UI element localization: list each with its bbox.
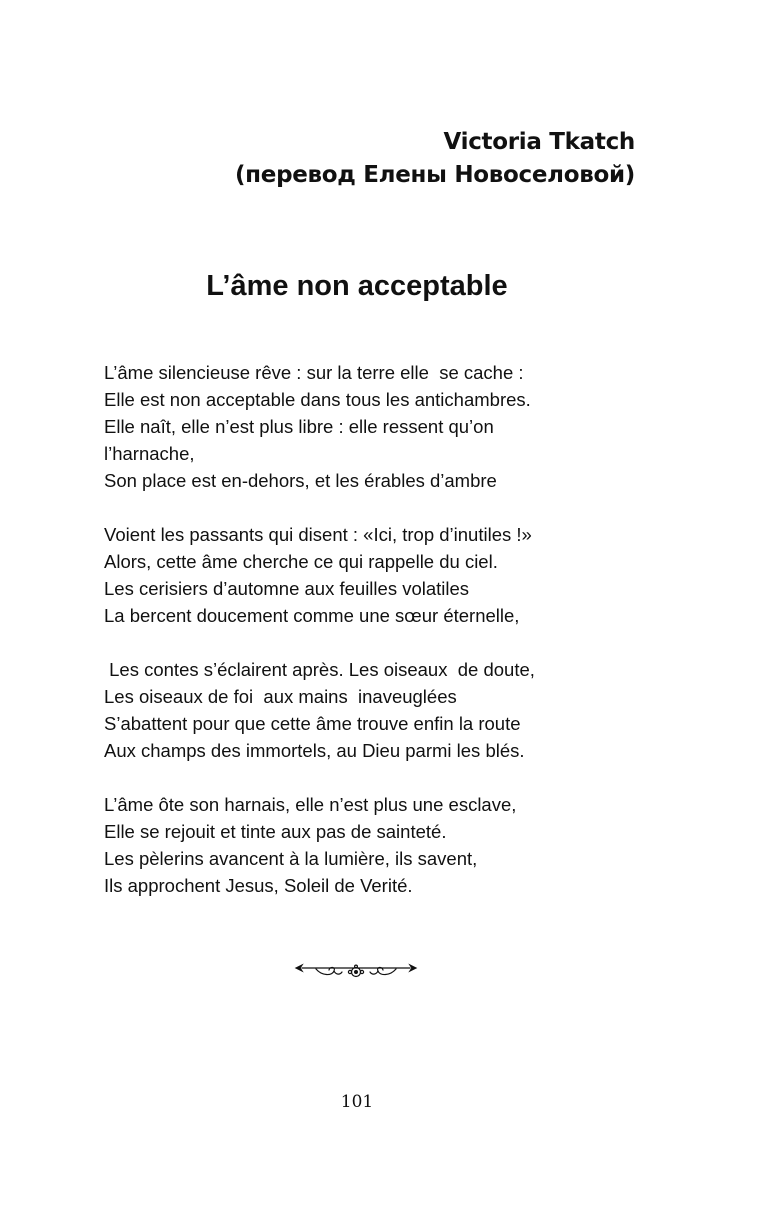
- poem-line: Alors, cette âme cherche ce qui rappelle du ciel.: [104, 551, 498, 572]
- poem-line: Son place est en-dehors, et les érables d’ambre: [104, 470, 497, 491]
- poem-line: L’âme silencieuse rêve : sur la terre elle se cache :: [104, 362, 524, 383]
- poem-line: Ils approchent Jesus, Soleil de Verité.: [104, 875, 413, 896]
- poem-line: Les oiseaux de foi aux mains inaveuglées: [104, 686, 457, 707]
- poem-line: La bercent doucement comme une sœur éternelle,: [104, 605, 520, 626]
- poem-line: Voient les passants qui disent : «Ici, trop d’inutiles !»: [104, 524, 532, 545]
- poem-title: L’âme non acceptable: [206, 270, 508, 302]
- author-name: Victoria Tkatch: [443, 129, 635, 155]
- translator-credit: (перевод Елены Новоселовой): [234, 162, 635, 188]
- poem-line: Elle est non acceptable dans tous les antichambres.: [104, 389, 531, 410]
- poem-line: l’harnache,: [104, 443, 195, 464]
- stanza-3: [104, 656, 664, 764]
- poem-line: Les contes s’éclairent après. Les oiseaux de doute,: [104, 659, 535, 680]
- poem-line: S’abattent pour que cette âme trouve enfin la route: [104, 713, 521, 734]
- poem-line: Aux champs des immortels, au Dieu parmi les blés.: [104, 740, 525, 761]
- page-number: 101: [340, 1092, 374, 1112]
- poem-line: Elle naît, elle n’est plus libre : elle ressent qu’on: [104, 416, 494, 437]
- poem-line: Les cerisiers d’automne aux feuilles volatiles: [104, 578, 470, 599]
- stanza-1: [104, 359, 664, 494]
- poem-line: Elle se rejouit et tinte aux pas de sainteté.: [104, 821, 447, 842]
- poem-body: [104, 359, 664, 926]
- stanza-4: [104, 791, 664, 899]
- decorative-divider-ornament-icon: [294, 956, 418, 982]
- poem-line: Les pèlerins avancent à la lumière, ils savent,: [104, 848, 478, 869]
- author-block: [235, 126, 635, 192]
- poem-line: L’âme ôte son harnais, elle n’est plus une esclave,: [104, 794, 517, 815]
- stanza-2: [104, 521, 664, 629]
